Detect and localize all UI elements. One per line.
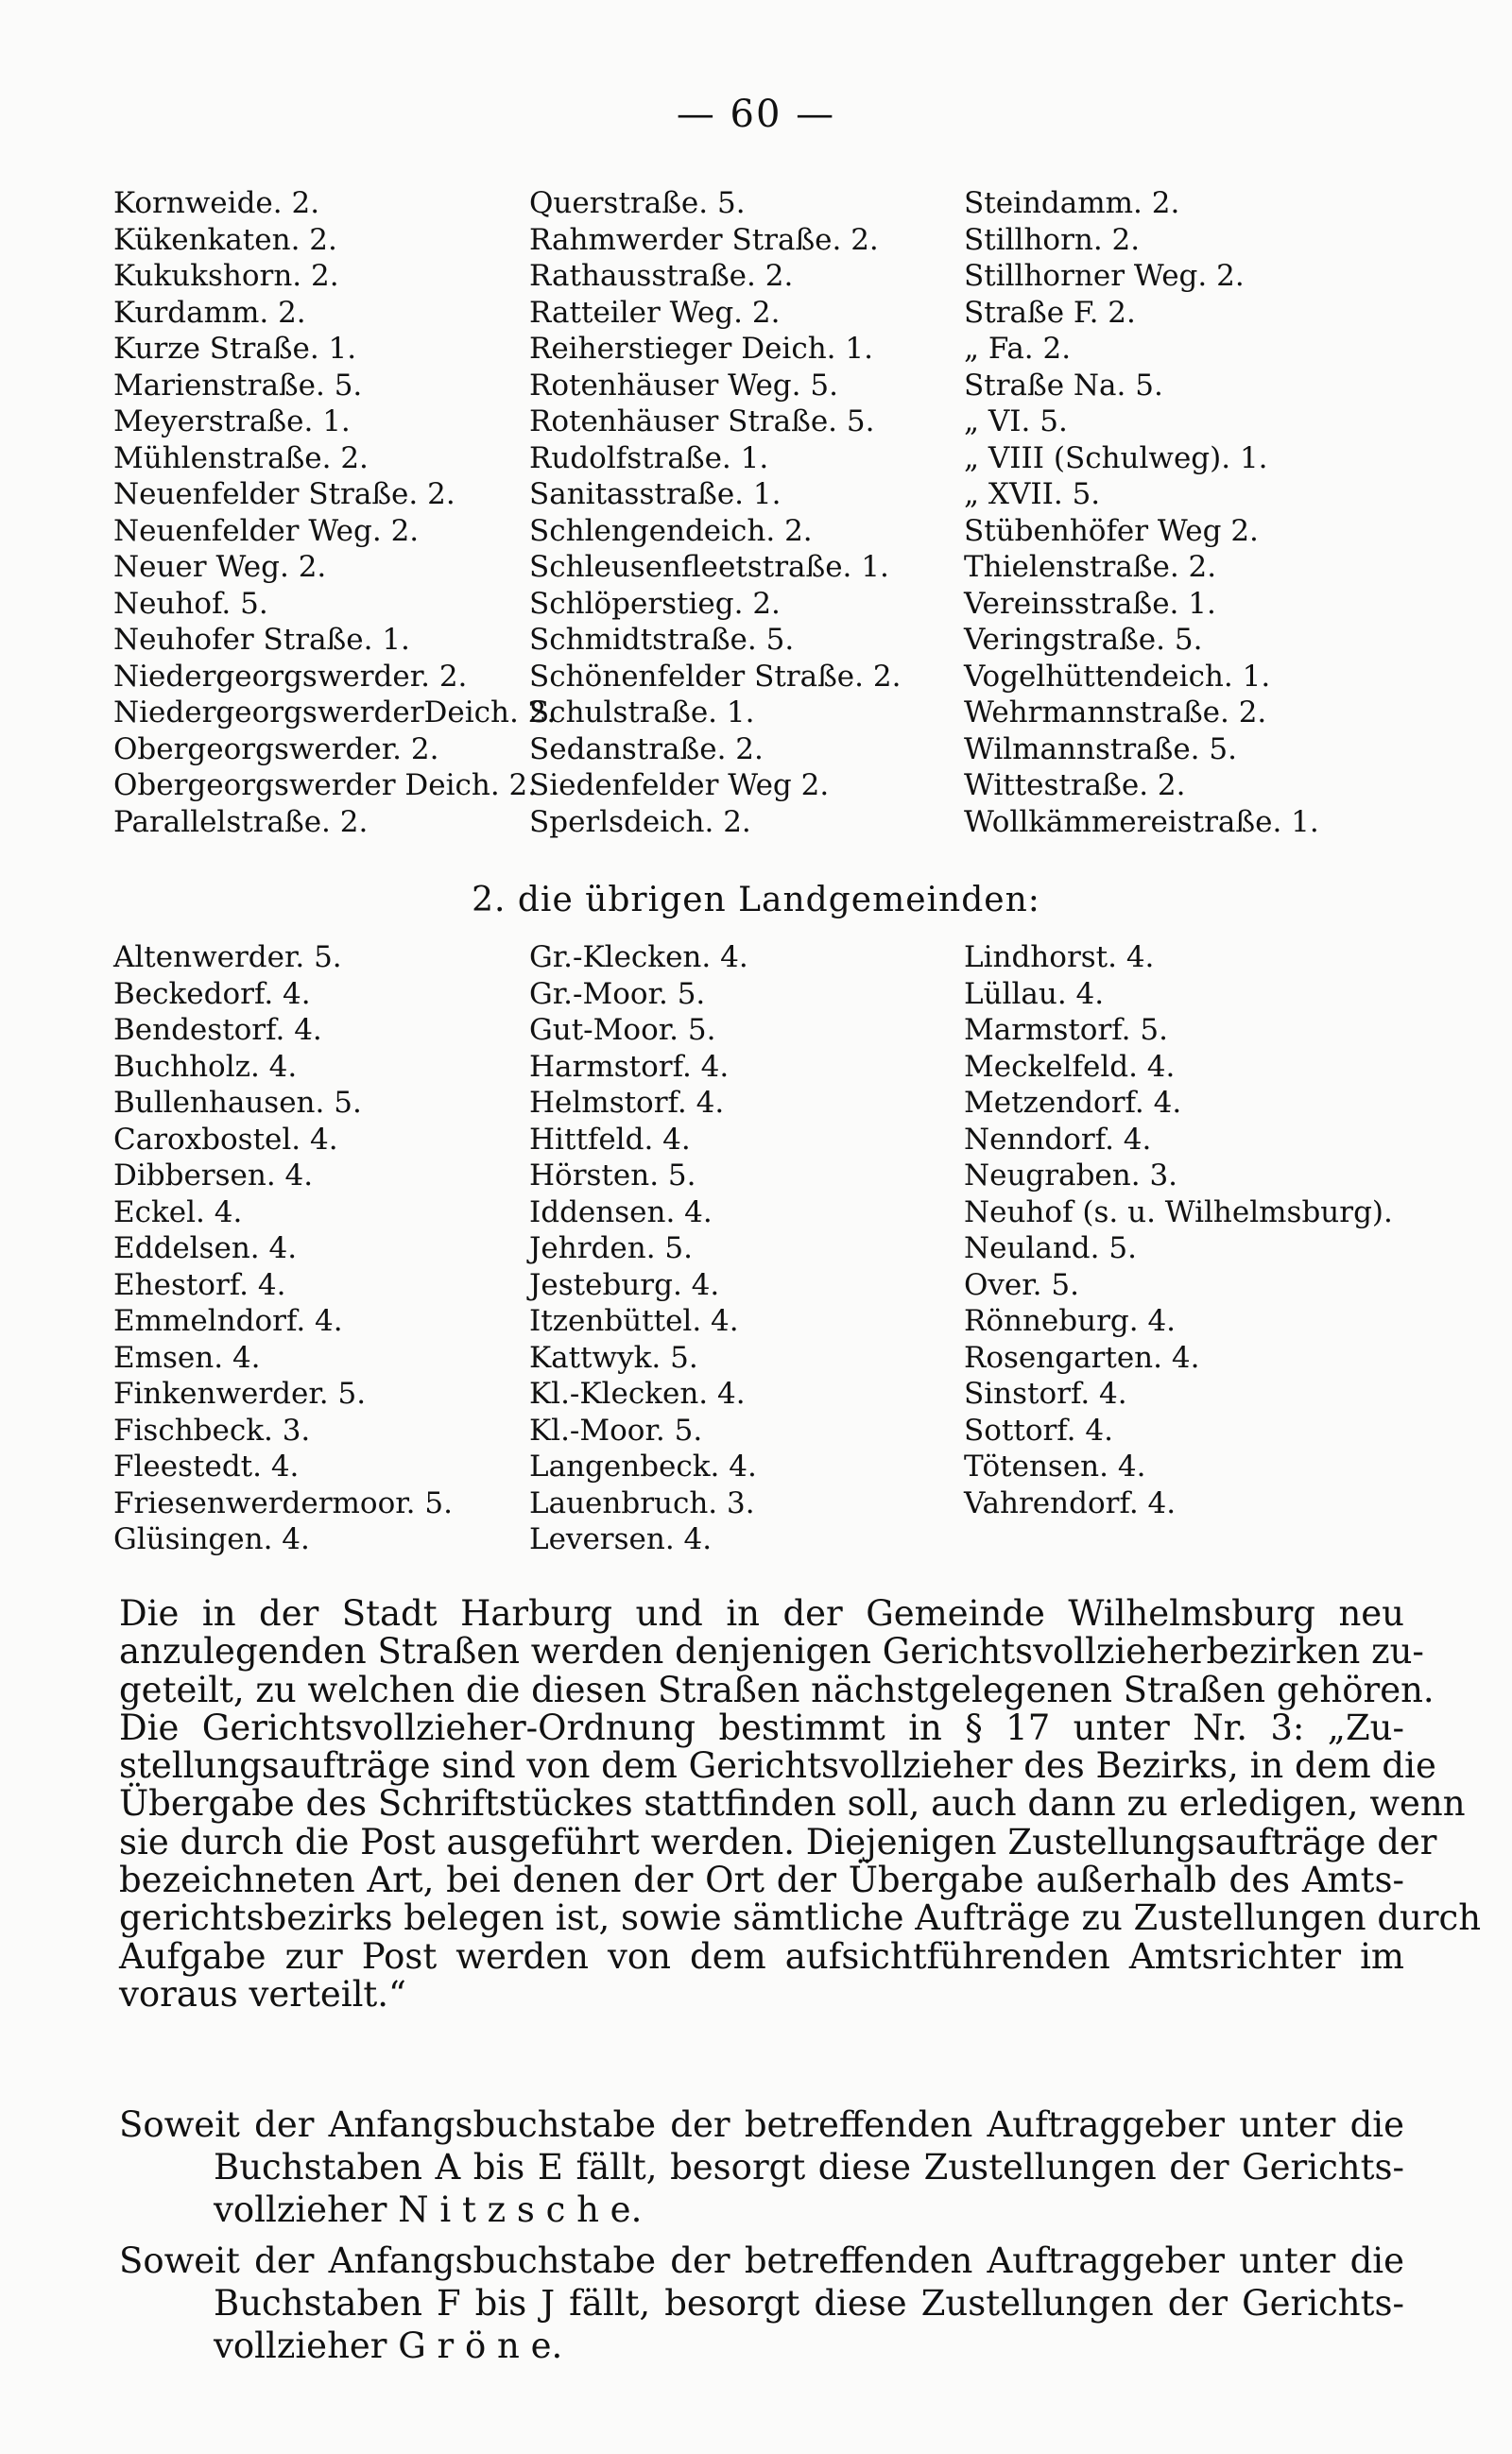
street-entry: Rotenhäuser Weg. 5. (529, 368, 838, 403)
village-entry: Helmstorf. 4. (529, 1086, 725, 1120)
paragraph-line: stellungsaufträge sind von dem Gerichtsvollzieher des Bezirks, in dem die (119, 1745, 1436, 1787)
street-entry: Mühlenstraße. 2. (113, 440, 369, 475)
village-entry: Kl.-Moor. 5. (529, 1413, 703, 1448)
paragraph-line: sie durch die Post ausgeführt werden. Diejenigen Zustellungsaufträge der (119, 1821, 1437, 1862)
village-entry: Buchholz. 4. (113, 1049, 298, 1084)
street-entry: Niedergeorgswerder. 2. (113, 659, 468, 694)
street-entry: Reiherstieger Deich. 1. (529, 332, 873, 366)
street-entry: Wehrmannstraße. 2. (964, 695, 1267, 729)
paragraph-line: vollzieher G r ö n e. (214, 2325, 563, 2366)
street-entry: Meyerstraße. 1. (113, 404, 351, 438)
village-entry: Glüsingen. 4. (113, 1522, 310, 1556)
paragraph-line: gerichtsbezirks belegen ist, sowie sämtliche Aufträge zu Zustellungen durch (119, 1897, 1482, 1939)
village-entry: Vahrendorf. 4. (964, 1485, 1177, 1520)
paragraph-line: Buchstaben F bis J fällt, besorgt diese Zustellungen der Gerichts- (214, 2283, 1404, 2324)
village-entry: Hörsten. 5. (529, 1158, 696, 1193)
paragraph-line: Die Gerichtsvollzieher-Ordnung bestimmt in § 17 unter Nr. 3: „Zu- (119, 1707, 1404, 1748)
street-entry: Schmidtstraße. 5. (529, 623, 795, 657)
street-entry: Schlengendeich. 2. (529, 513, 813, 548)
village-entry: Bullenhausen. 5. (113, 1086, 362, 1120)
assignment-paragraph-2 (119, 2239, 1404, 2367)
paragraph-line: Übergabe des Schriftstückes stattfinden soll, auch dann zu erledigen, wenn (119, 1783, 1466, 1825)
village-entry: Iddensen. 4. (529, 1194, 713, 1229)
village-entry: Finkenwerder. 5. (113, 1377, 367, 1411)
street-entry: „ XVII. 5. (964, 477, 1101, 511)
street-entry: Straße Na. 5. (964, 368, 1163, 403)
paragraph-line: Aufgabe zur Post werden von dem aufsichtführenden Amtsrichter im (119, 1935, 1404, 1977)
village-column-1 (113, 939, 529, 1558)
street-entry: Rotenhäuser Straße. 5. (529, 404, 875, 438)
street-entry: Rudolfstraße. 1. (529, 440, 769, 475)
village-entry: Sinstorf. 4. (964, 1377, 1127, 1411)
village-entry: Marmstorf. 5. (964, 1013, 1168, 1047)
street-entry: Neuenfelder Weg. 2. (113, 513, 420, 548)
village-entry: Ehestorf. 4. (113, 1267, 286, 1302)
village-entry: Lauenbruch. 3. (529, 1485, 755, 1520)
village-entry: Beckedorf. 4. (113, 976, 311, 1011)
street-entry: Siedenfelder Weg 2. (529, 768, 830, 802)
street-entry: „ Fa. 2. (964, 332, 1072, 366)
street-entry: „ VI. 5. (964, 404, 1068, 438)
village-entry: Gr.-Klecken. 4. (529, 940, 748, 974)
street-entry: Neuenfelder Straße. 2. (113, 477, 455, 511)
street-entry: Wittestraße. 2. (964, 768, 1186, 802)
street-entry: Kornweide. 2. (113, 186, 320, 220)
street-entry: Obergeorgswerder. 2. (113, 731, 439, 766)
street-entry: Steindamm. 2. (964, 186, 1180, 220)
village-entry: Neugraben. 3. (964, 1158, 1178, 1193)
village-entry: Nenndorf. 4. (964, 1122, 1152, 1157)
street-entry: Straße F. 2. (964, 295, 1136, 330)
village-entry: Rosengarten. 4. (964, 1340, 1200, 1375)
village-entry: Fleestedt. 4. (113, 1450, 300, 1484)
street-entry: NiedergeorgswerderDeich. 2. (113, 695, 557, 729)
village-entry: Eckel. 4. (113, 1194, 243, 1229)
street-entry: Veringstraße. 5. (964, 623, 1203, 657)
street-entry: Stillhorn. 2. (964, 222, 1141, 257)
street-entry: Stübenhöfer Weg 2. (964, 513, 1259, 548)
paragraph-line: anzulegenden Straßen werden denjenigen Gerichtsvollzieherbezirken zu- (119, 1631, 1424, 1673)
village-entry: Kl.-Klecken. 4. (529, 1377, 746, 1411)
street-entry: Schulstraße. 1. (529, 695, 755, 729)
village-entry: Neuland. 5. (964, 1231, 1137, 1265)
village-entry: Tötensen. 4. (964, 1450, 1146, 1484)
village-entry: Dibbersen. 4. (113, 1158, 314, 1193)
street-entry: Wilmannstraße. 5. (964, 731, 1237, 766)
village-entry: Eddelsen. 4. (113, 1231, 298, 1265)
street-entry: Neuhofer Straße. 1. (113, 623, 410, 657)
paragraph-line: bezeichneten Art, bei denen der Ort der Übergabe außerhalb des Amts- (119, 1860, 1404, 1901)
village-entry: Altenwerder. 5. (113, 940, 342, 974)
village-entry: Langenbeck. 4. (529, 1450, 757, 1484)
street-entry: Ratteiler Weg. 2. (529, 295, 781, 330)
street-column-2 (529, 185, 964, 840)
village-entry: Metzendorf. 4. (964, 1086, 1182, 1120)
street-entry: Neuer Weg. 2. (113, 550, 327, 584)
village-entry: Emsen. 4. (113, 1340, 261, 1375)
village-column-2 (529, 939, 964, 1558)
village-entry: Emmelndorf. 4. (113, 1304, 343, 1338)
village-entry: Gut-Moor. 5. (529, 1013, 716, 1047)
street-entry: Neuhof. 5. (113, 586, 268, 621)
village-entry: Harmstorf. 4. (529, 1049, 730, 1084)
village-entry: Over. 5. (964, 1267, 1079, 1302)
page-number: — 60 — (676, 93, 836, 136)
village-entry: Caroxbostel. 4. (113, 1122, 338, 1157)
street-entry: Schlöperstieg. 2. (529, 586, 781, 621)
street-entry: Rathausstraße. 2. (529, 259, 794, 293)
street-entry: Kurze Straße. 1. (113, 332, 357, 366)
street-entry: Kurdamm. 2. (113, 295, 306, 330)
paragraph-line: voraus verteilt.“ (119, 1973, 406, 2015)
village-entry: Hittfeld. 4. (529, 1122, 691, 1157)
street-column-3 (964, 185, 1418, 840)
street-entry: Querstraße. 5. (529, 186, 746, 220)
paragraph-line: Soweit der Anfangsbuchstabe der betreffenden Auftraggeber unter die (119, 2104, 1404, 2145)
village-entry: Gr.-Moor. 5. (529, 976, 706, 1011)
village-entry: Friesenwerdermoor. 5. (113, 1485, 453, 1520)
street-entry: Obergeorgswerder Deich. 2. (113, 768, 538, 802)
section-heading: 2. die übrigen Landgemeinden: (472, 881, 1040, 919)
street-entry: Sperlsdeich. 2. (529, 804, 751, 839)
street-entry: Vereinsstraße. 1. (964, 586, 1216, 621)
village-column-3 (964, 939, 1418, 1558)
street-column-1 (113, 185, 557, 840)
street-entry: Stillhorner Weg. 2. (964, 259, 1245, 293)
village-list (113, 939, 1418, 1558)
street-entry: Wollkämmereistraße. 1. (964, 804, 1319, 839)
street-entry: Marienstraße. 5. (113, 368, 363, 403)
village-entry: Neuhof (s. u. Wilhelmsburg). (964, 1194, 1393, 1229)
village-entry: Itzenbüttel. 4. (529, 1304, 739, 1338)
village-entry: Sottorf. 4. (964, 1413, 1113, 1448)
village-entry: Bendestorf. 4. (113, 1013, 322, 1047)
street-entry: Parallelstraße. 2. (113, 804, 369, 839)
street-list (113, 185, 1418, 840)
village-entry: Jesteburg. 4. (529, 1267, 720, 1302)
paragraph-line: vollzieher N i t z s c h e. (214, 2189, 643, 2230)
assignment-paragraph-1 (119, 2103, 1404, 2231)
paragraph-line: Buchstaben A bis E fällt, besorgt diese Zustellungen der Gerichts- (214, 2147, 1404, 2188)
body-paragraph (119, 1593, 1482, 2015)
village-entry: Fischbeck. 3. (113, 1413, 311, 1448)
paragraph-line: geteilt, zu welchen die diesen Straßen nächstgelegenen Straßen gehören. (119, 1669, 1435, 1710)
village-entry: Meckelfeld. 4. (964, 1049, 1176, 1084)
village-entry: Leversen. 4. (529, 1522, 713, 1556)
paragraph-line: Die in der Stadt Harburg und in der Gemeinde Wilhelmsburg neu (119, 1593, 1404, 1634)
street-entry: „ VIII (Schulweg). 1. (964, 440, 1268, 475)
paragraph-line: Soweit der Anfangsbuchstabe der betreffenden Auftraggeber unter die (119, 2240, 1404, 2281)
street-entry: Sedanstraße. 2. (529, 731, 764, 766)
village-entry: Jehrden. 5. (529, 1231, 693, 1265)
street-entry: Sanitasstraße. 1. (529, 477, 782, 511)
village-entry: Lüllau. 4. (964, 976, 1105, 1011)
street-entry: Kükenkaten. 2. (113, 222, 337, 257)
village-entry: Kattwyk. 5. (529, 1340, 698, 1375)
village-entry: Rönneburg. 4. (964, 1304, 1177, 1338)
street-entry: Schönenfelder Straße. 2. (529, 659, 902, 694)
street-entry: Schleusenfleetstraße. 1. (529, 550, 889, 584)
village-entry: Lindhorst. 4. (964, 940, 1155, 974)
street-entry: Rahmwerder Straße. 2. (529, 222, 879, 257)
street-entry: Thielenstraße. 2. (964, 550, 1217, 584)
street-entry: Vogelhüttendeich. 1. (964, 659, 1271, 694)
street-entry: Kukukshorn. 2. (113, 259, 339, 293)
